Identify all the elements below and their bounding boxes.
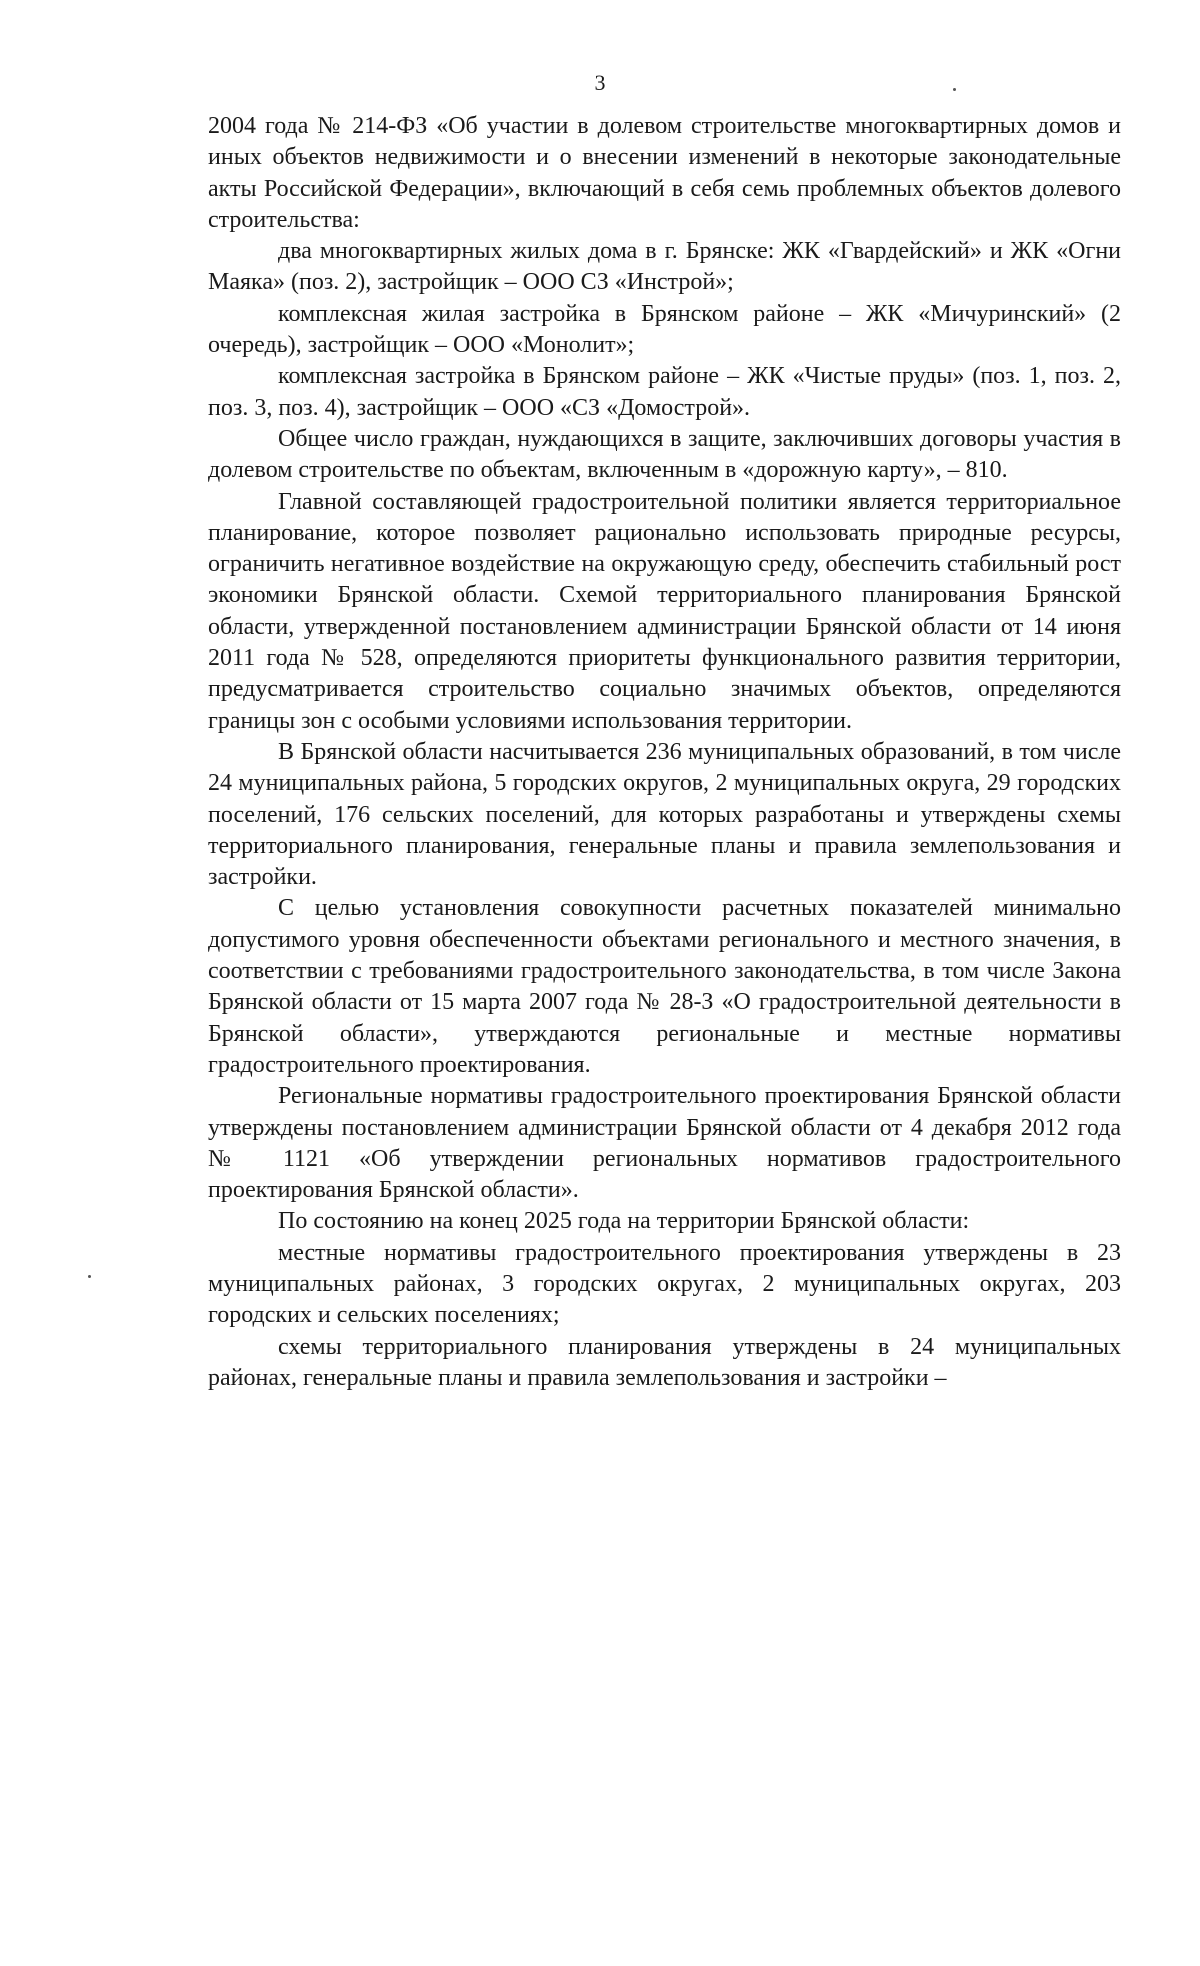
paragraph-local-standards: местные нормативы градостроительного проектирования утверждены в 23 муниципальных районах, 3 городских округах, 2 муниципальных округах, 203 городских и сельских поселениях; [208,1239,1121,1329]
scan-dust-mark [953,88,956,91]
paragraph-territorial-planning: Главной составляющей градостроительной политики является территориальное планирование, которое позволяет рационально использовать природные ресурсы, ограничить негативное воздействие на окружающую среду, обеспечить стабильный рост экономики Брянской области. Схемой территориального планирования Брянской области, утвержденной постановлением администрации Брянской области от 14 июня 2011 года № 528, определяются приоритеты функционального развития территории, предусматривается строительство социально значимых объектов, определяются границы зон с особыми условиями использования территории. [208,488,1121,734]
paragraph-status-2025: По состоянию на конец 2025 года на территории Брянской области: [278,1208,970,1235]
paragraph-regional-standards: Региональные нормативы градостроительного проектирования Брянской области утверждены постановлением администрации Брянской области от 4 декабря 2012 года № 1121 «Об утверждении региональных нормативов градостроительного проектирования Брянской области». [208,1083,1121,1204]
page-number: 3 [594,70,606,95]
paragraph-standards-purpose: С целью установления совокупности расчетных показателей минимально допустимого уровня обеспеченности объектами регионального и местного значения, в соответствии с требованиями градостроительного законодательства, в том числе Закона Брянской области от 15 марта 2007 года № 28-З «О градостроительной деятельности в Брянской области», утверждаются региональные и местные нормативы градостроительного проектирования. [208,895,1121,1078]
paragraph-law-reference: 2004 года № 214-ФЗ «Об участии в долевом строительстве многоквартирных домов и иных объектов недвижимости и о внесении изменений в некоторые законодательные акты Российской Федерации», включающий в себя семь проблемных объектов долевого строительства: [208,113,1121,233]
document-body [208,111,1121,1394]
paragraph-michurinsky: комплексная жилая застройка в Брянском районе – ЖК «Мичуринский» (2 очередь), застройщик – ООО «Монолит»; [208,300,1121,359]
paragraph-bryansk-houses: два многоквартирных жилых дома в г. Брянске: ЖК «Гвардейский» и ЖК «Огни Маяка» (поз. 2), застройщик – ООО СЗ «Инстрой»; [208,238,1121,296]
paragraph-municipalities: В Брянской области насчитывается 236 муниципальных образований, в том числе 24 муниципальных района, 5 городских округов, 2 муниципальных округа, 29 городских поселений, 176 сельских поселений, для которых разработаны и утверждены схемы территориального планирования, генеральные планы и правила землепользования и застройки. [208,738,1121,891]
scan-dust-mark [88,1275,91,1278]
paragraph-planning-schemes: схемы территориального планирования утверждены в 24 муниципальных районах, генеральные планы и правила землепользования и застройки – [208,1333,1121,1391]
paragraph-citizens-count: Общее число граждан, нуждающихся в защите, заключивших договоры участия в долевом строительстве по объектам, включенным в «дорожную карту», – 810. [208,425,1121,484]
paragraph-chistye-prudy: комплексная застройка в Брянском районе – ЖК «Чистые пруды» (поз. 1, поз. 2, поз. 3, поз. 4), застройщик – ООО «СЗ «Домострой». [208,363,1121,421]
